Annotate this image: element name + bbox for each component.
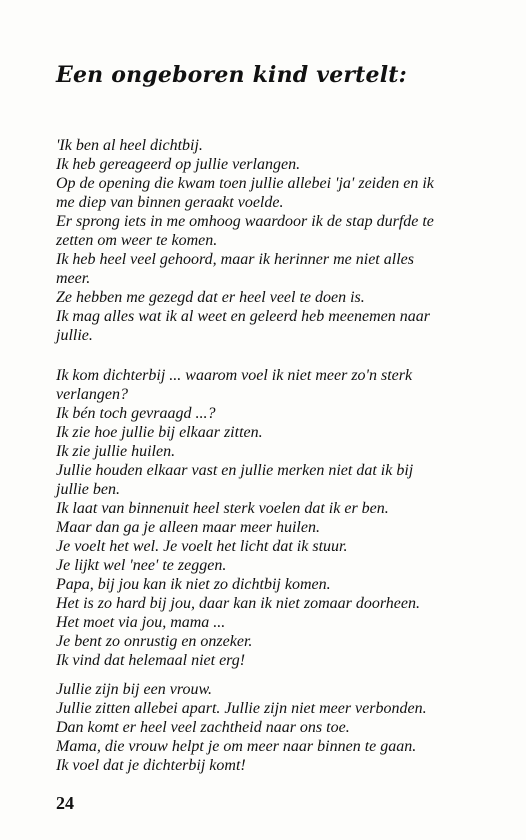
text-line: zetten om weer te komen. <box>56 232 218 249</box>
text-line: Ik heb gereageerd op jullie verlangen. <box>56 156 301 173</box>
text-line: Ze hebben me gezegd dat er heel veel te doen is. <box>56 289 365 306</box>
text-line: Je lijkt wel 'nee' te zeggen. <box>56 557 227 574</box>
text-line: Het is zo hard bij jou, daar kan ik niet zomaar doorheen. <box>56 595 420 612</box>
stanza-1 <box>56 136 496 345</box>
text-line: Papa, bij jou kan ik niet zo dichtbij komen. <box>56 576 331 593</box>
text-line: Ik vind dat helemaal niet erg! <box>56 652 246 669</box>
stanza-2 <box>56 366 496 670</box>
text-line: jullie. <box>56 327 93 344</box>
text-line: Ik zie jullie huilen. <box>56 443 176 460</box>
page-title: Een ongeboren kind vertelt: <box>56 62 407 88</box>
text-line: meer. <box>56 270 91 287</box>
text-line: Jullie zijn bij een vrouw. <box>56 681 212 698</box>
text-line: Ik voel dat je dichterbij komt! <box>56 757 246 774</box>
text-line: Ik heb heel veel gehoord, maar ik herinner me niet alles <box>56 251 414 268</box>
text-line: Ik bén toch gevraagd ...? <box>56 405 216 422</box>
page-number: 24 <box>56 793 74 813</box>
text-line: Op de opening die kwam toen jullie allebei 'ja' zeiden en ik <box>56 175 434 192</box>
text-line: jullie ben. <box>56 481 120 498</box>
text-line: Jullie zitten allebei apart. Jullie zijn niet meer verbonden. <box>56 700 427 717</box>
text-line: Dan komt er heel veel zachtheid naar ons toe. <box>56 719 350 736</box>
text-line: Je bent zo onrustig en onzeker. <box>56 633 253 650</box>
text-line: Ik zie hoe jullie bij elkaar zitten. <box>56 424 263 441</box>
text-line: Er sprong iets in me omhoog waardoor ik de stap durfde te <box>56 213 434 230</box>
text-line: Maar dan ga je alleen maar meer huilen. <box>56 519 320 536</box>
text-line: Het moet via jou, mama ... <box>56 614 226 631</box>
text-line: verlangen? <box>56 386 128 403</box>
text-line: me diep van binnen geraakt voelde. <box>56 194 284 211</box>
text-line: Mama, die vrouw helpt je om meer naar binnen te gaan. <box>56 738 417 755</box>
text-line: Ik kom dichterbij ... waarom voel ik niet meer zo'n sterk <box>56 367 413 384</box>
text-line: Jullie houden elkaar vast en jullie merken niet dat ik bij <box>56 462 414 479</box>
stanza-3 <box>56 680 496 775</box>
text-line: 'Ik ben al heel dichtbij. <box>56 137 203 154</box>
text-line: Ik laat van binnenuit heel sterk voelen dat ik er ben. <box>56 500 389 517</box>
text-line: Je voelt het wel. Je voelt het licht dat ik stuur. <box>56 538 348 555</box>
text-line: Ik mag alles wat ik al weet en geleerd heb meenemen naar <box>56 308 430 325</box>
